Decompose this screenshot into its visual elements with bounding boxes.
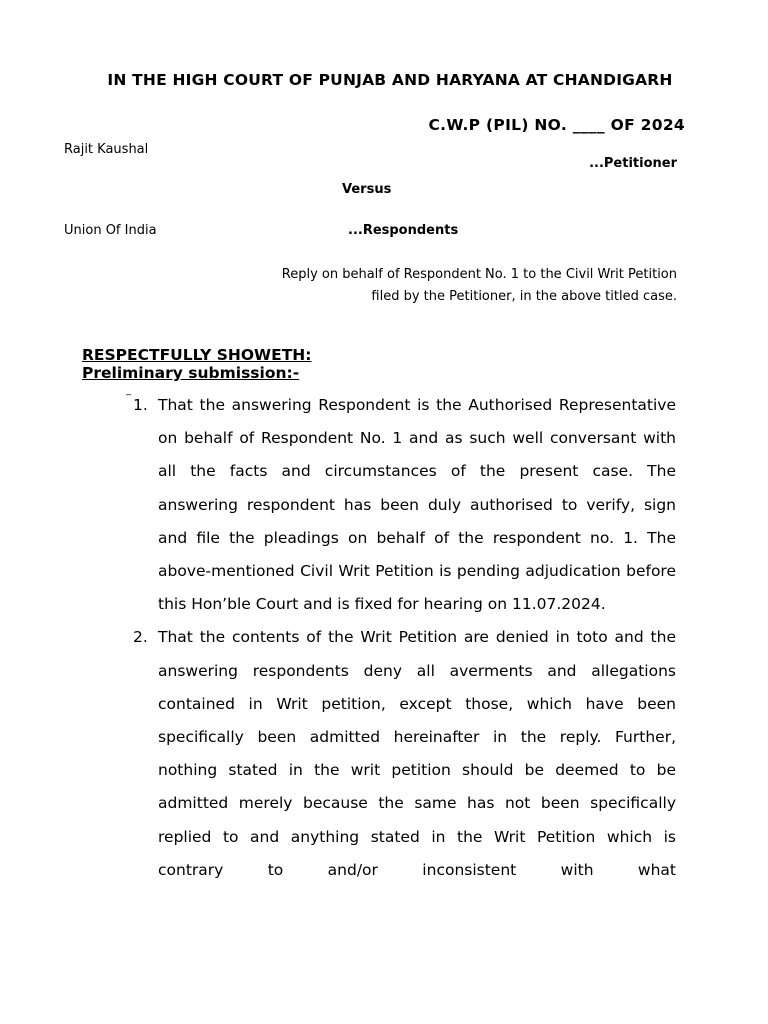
list-item-text: That the contents of the Writ Petition are denied in toto and the answering respondents deny all averments and allegations contained in Writ petition, except those, which have been specifically been admitted hereinafter in the reply. Further, nothing stated in the writ petition should be deemed to be admitted merely because the same has not been specifically replied to and anything stated in the Writ Petition which is contrary to and/or inconsistent with what	[158, 628, 676, 879]
stray-mark: _	[126, 385, 131, 396]
respectfully-showeth-heading: RESPECTFULLY SHOWETH:	[82, 346, 312, 364]
list-item-number: 2.	[133, 628, 148, 647]
respondent-role: ...Respondents	[348, 223, 459, 238]
list-item	[0, 621, 768, 887]
court-title: IN THE HIGH COURT OF PUNJAB AND HARYANA AT CHANDIGARH	[107, 71, 673, 89]
petitioner-role: ...Petitioner	[589, 156, 677, 171]
list-item	[0, 389, 768, 621]
respondent-name: Union Of India	[64, 223, 157, 238]
petitioner-name: Rajit Kaushal	[64, 142, 149, 157]
case-number: C.W.P (PIL) NO. ____ OF 2024	[428, 116, 685, 134]
submission-list	[0, 389, 768, 887]
list-item-text: That the answering Respondent is the Authorised Representative on behalf of Respondent No. 1 and as such well conversant with all the facts and circumstances of the present case. The answering respondent has been duly authorised to verify, sign and file the pleadings on behalf of the respondent no. 1. The above-mentioned Civil Writ Petition is pending adjudication before this Hon’ble Court and is fixed for hearing on 11.07.2024.	[158, 396, 676, 614]
versus-label: Versus	[342, 182, 392, 197]
preliminary-submission-heading: Preliminary submission:-	[82, 364, 300, 382]
reply-description: Reply on behalf of Respondent No. 1 to the Civil Writ Petition filed by the Petitioner, in the above titled case.	[281, 267, 677, 304]
list-item-number: 1.	[133, 396, 148, 414]
